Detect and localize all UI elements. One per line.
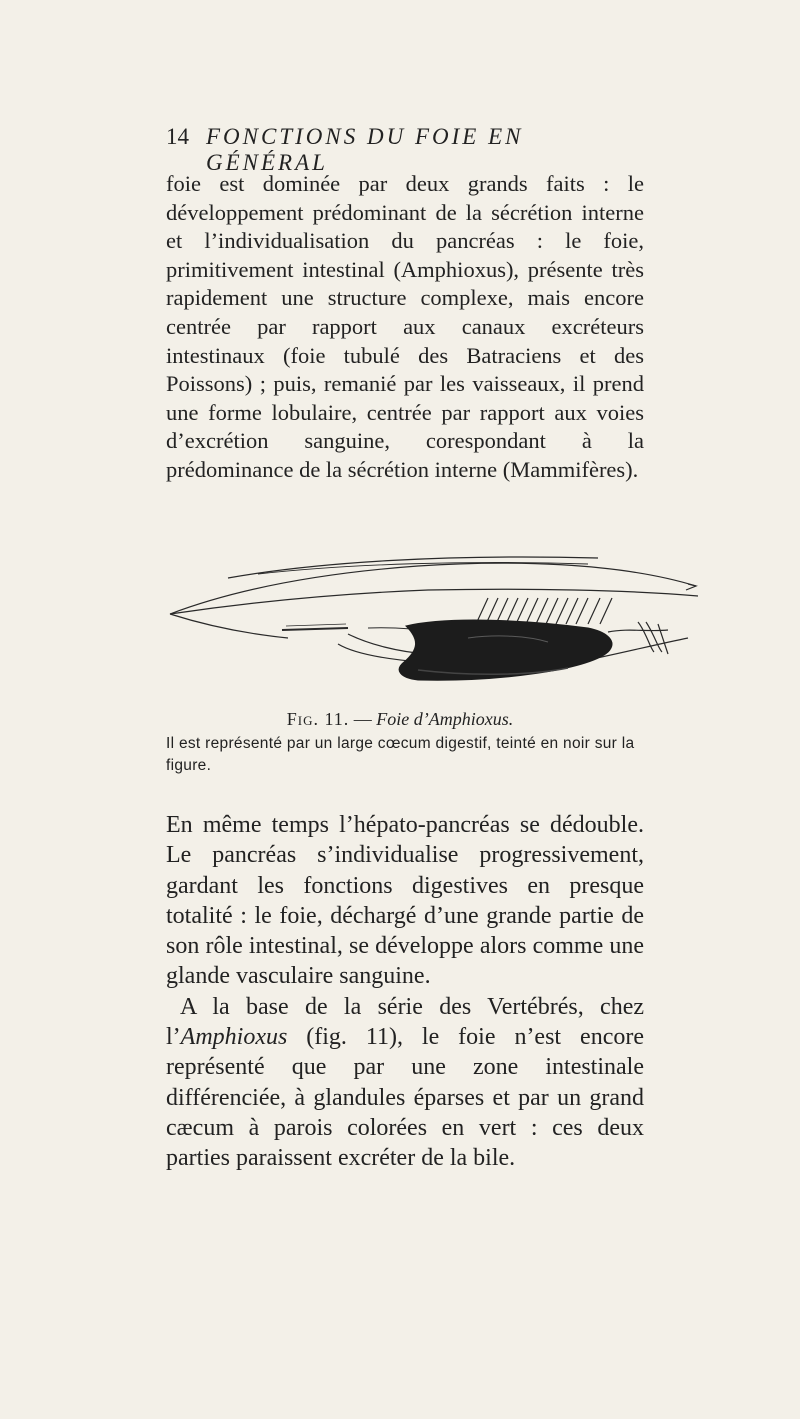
paragraph-amphioxus (166, 992, 644, 1174)
paragraph-hepato-pancreas: En même temps l’hépato-pancréas se dédouble. Le pancréas s’individualise progressivement, gardant les fonctions digestives en presque totalité : le foie, déchargé d’une grande partie de son rôle intestinal, se développe alors comme une glande vasculaire sanguine. (166, 812, 644, 990)
running-header (166, 124, 646, 175)
running-title: FONCTIONS DU FOIE EN GÉNÉRAL (206, 124, 524, 175)
figure-title: Foie d’Amphioxus. (376, 709, 514, 729)
figure-caption-text: Il est représenté par un large cœcum digestif, teinté en noir sur la figure. (166, 735, 635, 774)
figure-caption-title (0, 709, 800, 730)
page-number: 14 (166, 124, 189, 149)
paragraph-amphioxus-text-a: A la base de la série des Vertébrés, chez l’ (166, 993, 644, 1051)
paragraph-foie-evolution: foie est dominée par deux grands faits : le développement prédominant de la sécrétion interne et l’individualisation du pancréas : le foie, primitivement intestinal (Amphioxus), présente très rapidement une structure complexe, mais encore centrée par rapport aux canaux excréteurs intestinaux (foie tubulé des Batraciens et des Poissons) ; puis, remanié par les vaisseaux, il prend une forme lobulaire, centrée par rapport aux voies d’excrétion sanguine, corespondant à la prédominance de la sécrétion interne (Mammifères). (166, 171, 644, 482)
amphioxus-term: Amphioxus (180, 1024, 288, 1051)
paragraph-amphioxus-text-b: (fig. 11), le foie n’est encore représenté que par une zone intestinale différenciée, à glandules éparses et par un grand cæcum à parois colorées en vert : ces deux parties paraissent excréter de la bile. (166, 1024, 644, 1172)
figure-separator: — (349, 709, 377, 729)
amphioxus-liver-illustration (168, 552, 708, 702)
main-text-block (166, 810, 644, 1174)
figure-label: Fig. 11. (286, 709, 350, 729)
